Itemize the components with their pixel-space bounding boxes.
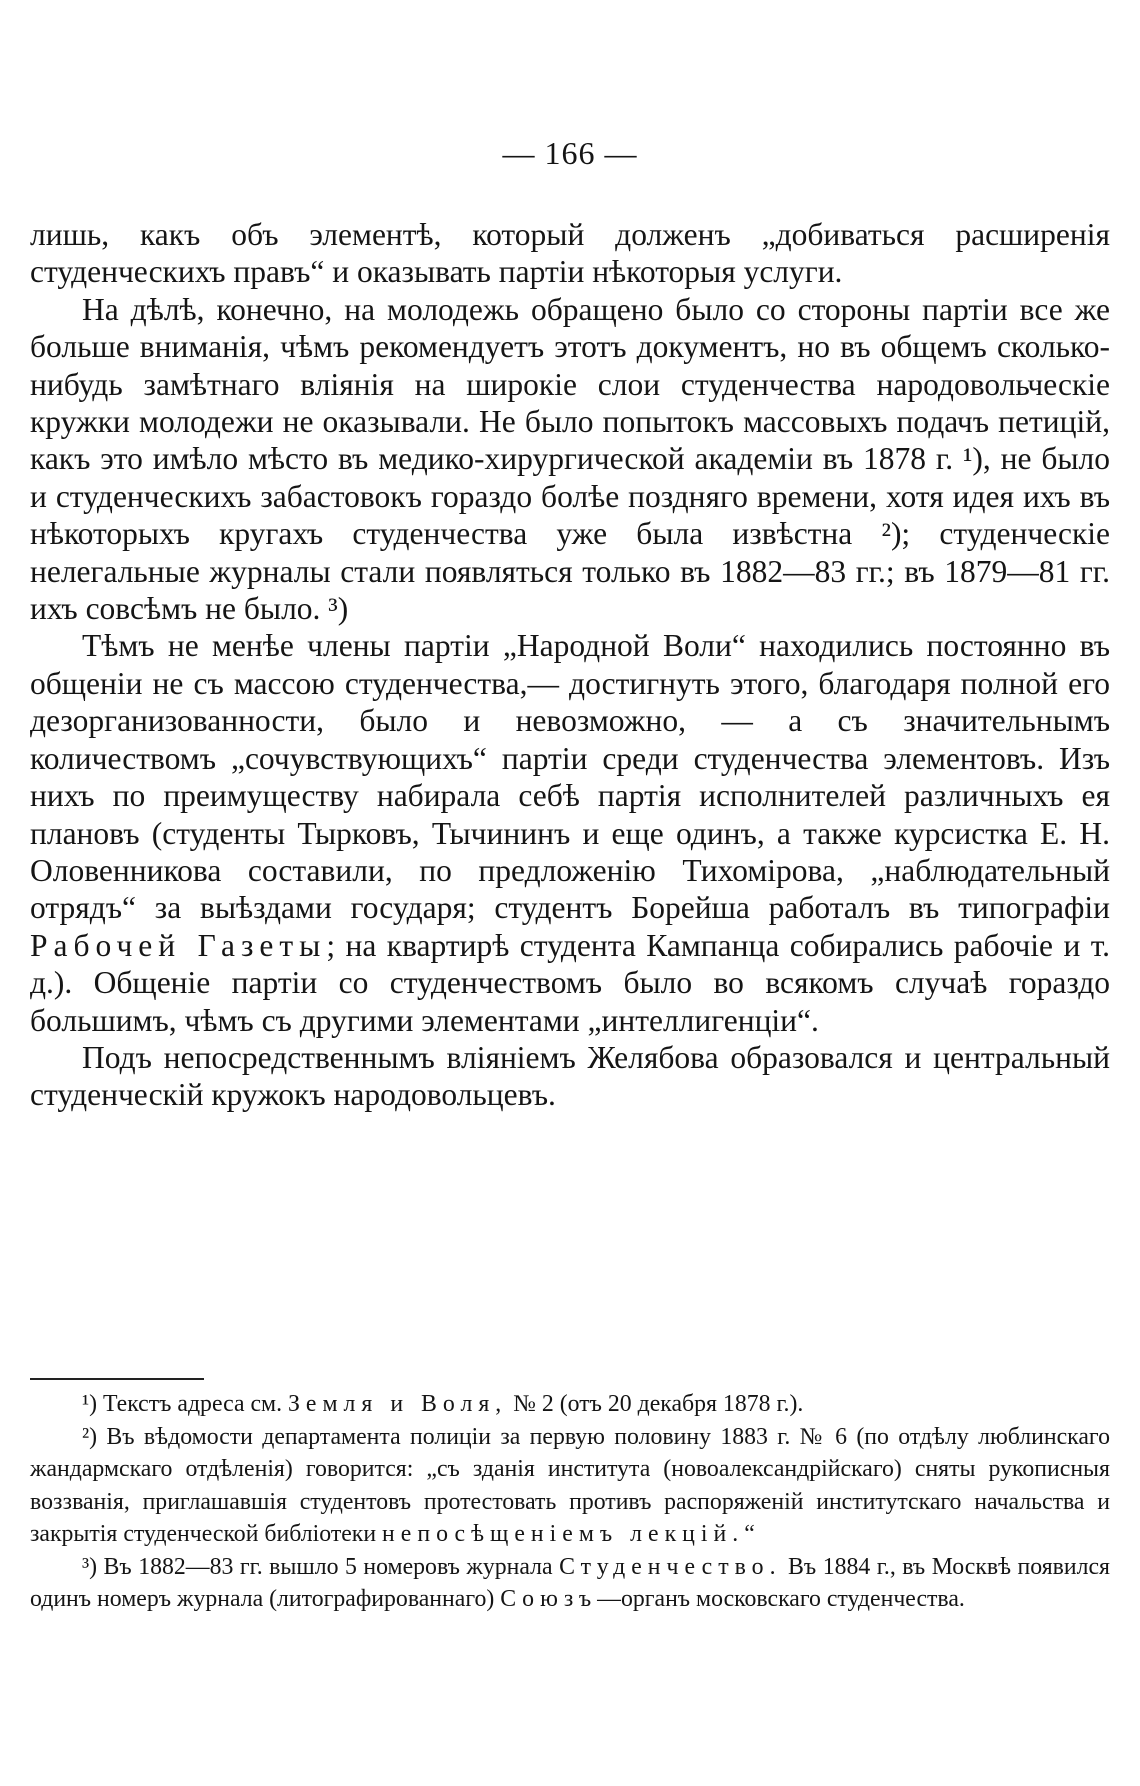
footnote-2-text: ²) Въ вѣдомости департамента полиціи за первую половину 1883 г. № 6 (по отдѣлу люблинскаго жандармскаго отдѣленія) говорится: „съ зданія института (новоалександрійскаго) сняты рукописныя воззванія, приглашавшія студентовъ протестовать противъ распоряженій институтскаго начальства и закрытія студенческой библіотеки (30, 1423, 1110, 1547)
footnote-2-text-after: “ (744, 1521, 755, 1547)
footnote-2-spaced-text: непосѣщеніемъ лекцій. (382, 1521, 745, 1547)
footnote-1 (30, 1388, 1110, 1421)
footnote-3-text-after: —органъ московскаго студенчества. (597, 1586, 965, 1612)
main-text (30, 216, 1110, 1114)
paragraph-2: На дѣлѣ, конечно, на молодежь обращено было со стороны партіи все же больше вниманія, чѣмъ рекомендуетъ этотъ документъ, но въ общемъ сколько-нибудь замѣтнаго вліянія на широкіе слои студенчества народовольческіе кружки молодежи не оказывали. Не было попытокъ массовыхъ подачъ петицій, какъ это имѣло мѣсто въ медико-хирургической академіи въ 1878 г. ¹), не было и студенческихъ забастовокъ гораздо болѣе поздняго времени, хотя идея ихъ въ нѣкоторыхъ кругахъ студенчества уже была извѣстна ²); студенческіе нелегальные журналы стали появляться только въ 1882—83 гг.; въ 1879—81 гг. ихъ совсѣмъ не было. ³) (30, 291, 1110, 627)
footnote-3-spaced-title-2: Союзъ (500, 1586, 598, 1612)
footnote-2 (30, 1421, 1110, 1551)
footnote-3-text-middle: Въ 1884 г., въ Москвѣ появился одинъ номеръ журнала (литографированнаго) (30, 1553, 1111, 1612)
footnote-1-spaced-title: Земля и Воля, (288, 1391, 508, 1417)
page-number: — 166 — (502, 135, 638, 171)
paragraph-3-text-after: ; на квартирѣ студента Кампанца собирались рабочіе и т. д.). Общеніе партіи со студенчествомъ было во всякомъ случаѣ гораздо большимъ, чѣмъ съ другими элементами „интеллигенціи“. (30, 927, 1111, 1038)
footnote-3-text: ³) Въ 1882—83 гг. вышло 5 номеровъ журнала (82, 1553, 553, 1580)
footnote-1-text: ¹) Текстъ адреса см. (82, 1391, 283, 1417)
footnote-3-spaced-title: Студенчество. (559, 1553, 782, 1580)
footnote-3 (30, 1551, 1110, 1616)
footnote-1-text-after: № 2 (отъ 20 декабря 1878 г.). (513, 1391, 804, 1417)
paragraph-3-spaced-title: Рабочей Газеты (30, 927, 327, 963)
footnotes (30, 1388, 1110, 1616)
paragraph-3 (30, 627, 1110, 1038)
footnote-rule (30, 1378, 204, 1381)
paragraph-3-text: Тѣмъ не менѣе члены партіи „Народной Воли“ находились постоянно въ общеніи не съ массою студенчества,— достигнуть этого, благодаря полной его дезорганизованности, было и невозможно, — а съ значительнымъ количествомъ „сочувствующихъ“ партіи среди студенчества элементовъ. Изъ нихъ по преимуществу набирала себѣ партія исполнителей различныхъ ея плановъ (студенты Тырковъ, Тычининъ и еще одинъ, а также курсистка Е. Н. Оловенникова составили, по предложенію Тихомірова, „наблюдательный отрядъ“ за выѣздами государя; студентъ Борейша работалъ въ типографіи (30, 628, 1110, 926)
paragraph-4: Подъ непосредственнымъ вліяніемъ Желябова образовался и центральный студенческій кружокъ народовольцевъ. (30, 1039, 1110, 1113)
paragraph-1: лишь, какъ объ элементѣ, который долженъ „добиваться расширенія студенческихъ правъ“ и оказывать партіи нѣкоторыя услуги. (30, 217, 1110, 290)
